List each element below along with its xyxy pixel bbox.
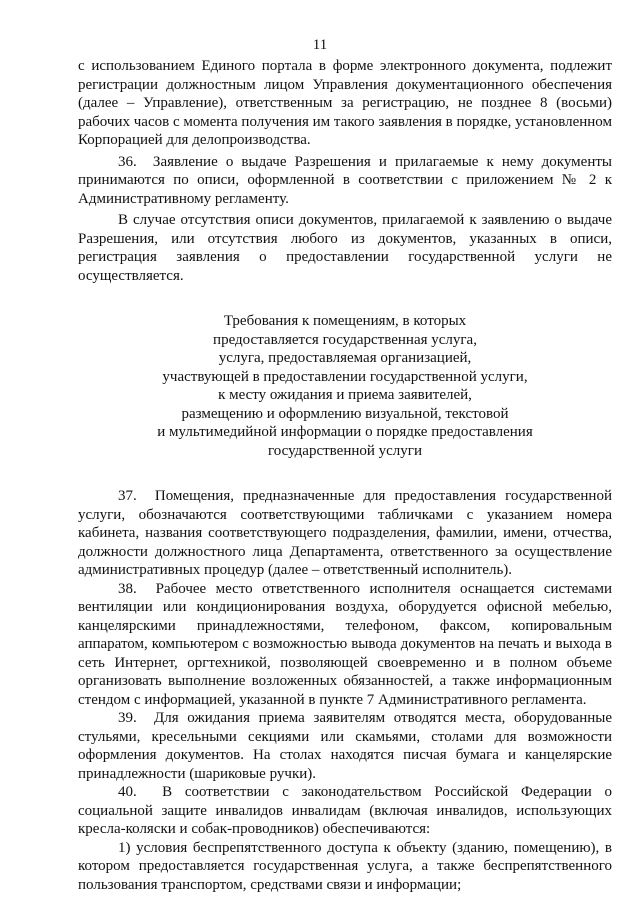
heading-line: размещению и оформлению визуальной, текстовой: [181, 405, 509, 422]
heading-line: предоставляется государственная услуга,: [213, 331, 477, 348]
paragraph: с использованием Единого портала в форме электронного документа, подлежит регистрации должностным лицом Управления документационного обеспечения (далее – Управление), ответственным за регистрацию, не позднее 8 (восьми) рабочих часов с момента получения им такого заявления в порядке, установленном Корпорацией для делопроизводства.: [78, 58, 612, 148]
paragraph-37: 37. Помещения, предназначенные для предоставления государственной услуги, обозначаются соответствующими табличками с указанием номера кабинета, названия соответствующего подразделения, фамилии, имени, отчества, должности должностного лица Департамента, ответственного за осуществление административных процедур (далее – ответственный исполнитель).: [78, 488, 612, 578]
list-item: 1) условия беспрепятственного доступа к объекту (зданию, помещению), в котором предоставляется государственная услуга, а также беспрепятственного пользования транспортом, средствами связи и информации;: [78, 839, 612, 893]
paragraph-38: 38. Рабочее место ответственного исполнителя оснащается системами вентиляции или кондиционирования воздуха, оборудуется офисной мебелью, канцелярскими принадлежностями, телефоном, факсом, копировальным аппаратом, компьютером с возможностью вывода документов на печать и выхода в сеть Интернет, оргтехникой, позволяющей своевременно и в полном объеме организовать выполнение возложенных обязанностей, а также информационным стендом с информацией, указанной в пункте 7 Административного регламента.: [78, 580, 612, 708]
paragraph-39: 39. Для ожидания приема заявителям отводятся места, оборудованные стульями, кресельными секциями или скамьями, столами для возможности оформления документов. На столах находятся писчая бумага и канцелярские принадлежности (шариковые ручки).: [78, 710, 612, 782]
heading-line: Требования к помещениям, в которых: [223, 313, 467, 329]
heading-line: к месту ожидания и приема заявителей,: [218, 387, 472, 403]
paragraph-40: 40. В соответствии с законодательством Российской Федерации о социальной защите инвалидов инвалидам (включая инвалидов, использующих кресла-коляски и собак-проводников) обеспечиваются:: [78, 784, 612, 837]
heading-line: услуга, предоставляемая организацией,: [218, 350, 472, 366]
heading-line: участвующей в предоставлении государственной услуги,: [162, 368, 528, 385]
heading-line: и мультимедийной информации о порядке предоставления: [157, 424, 533, 440]
heading-line: государственной услуги: [268, 442, 422, 459]
section-heading: [78, 312, 612, 460]
paragraph: В случае отсутствия описи документов, прилагаемой к заявлению о выдаче Разрешения, или отсутствия любого из документов, указанных в описи, регистрация заявления о предоставлении государственной услуги не осуществляется.: [78, 212, 612, 284]
paragraph-36: 36. Заявление о выдаче Разрешения и прилагаемые к нему документы принимаются по описи, оформленной в соответствии с приложением № 2 к Административному регламенту.: [78, 153, 612, 207]
page-number: 11: [312, 37, 328, 53]
document-body: [78, 57, 612, 894]
